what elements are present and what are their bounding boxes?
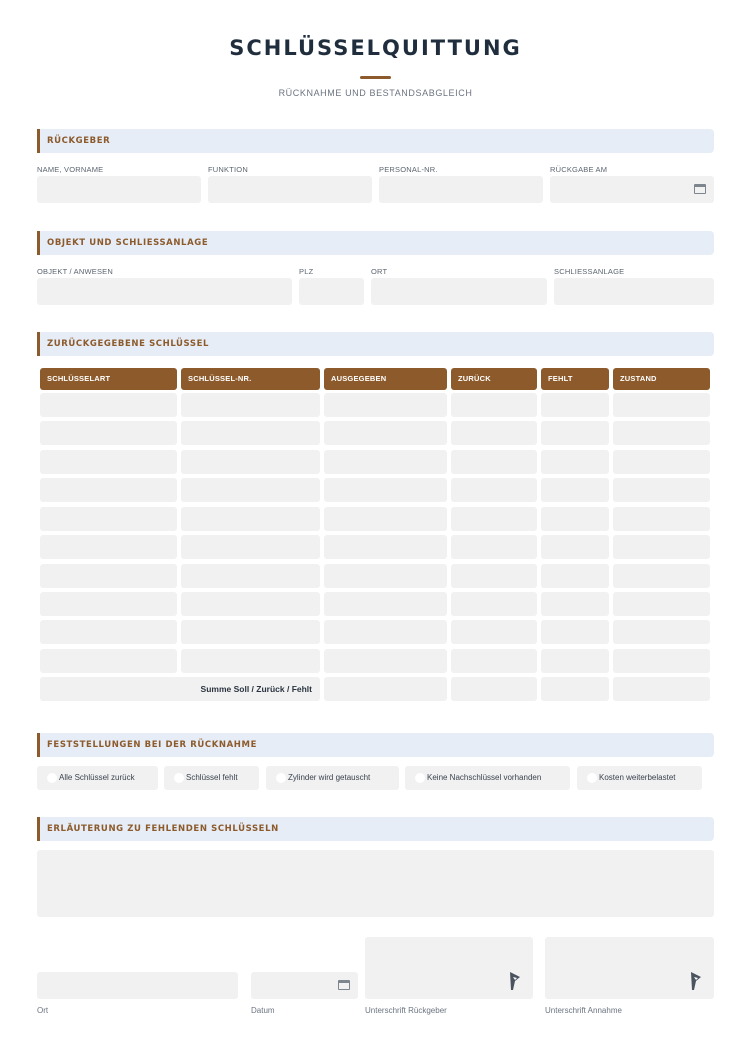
sum-zurueck-field[interactable]: [451, 677, 537, 701]
cell-schluesselart-field[interactable]: [40, 564, 177, 588]
cell-ausgegeben-field[interactable]: [324, 450, 447, 474]
cell-ausgegeben-field[interactable]: [324, 478, 447, 502]
cell-schluessel-nr-field[interactable]: [181, 421, 320, 445]
section-feststellungen: [37, 733, 714, 757]
cell-zurueck-field[interactable]: [451, 450, 537, 474]
cell-schluessel-nr-field[interactable]: [181, 620, 320, 644]
cell-ausgegeben-field[interactable]: [324, 507, 447, 531]
col-header-zurueck: ZURÜCK: [451, 368, 537, 390]
rueckgabe-am-field[interactable]: [550, 176, 714, 203]
cell-zustand-field[interactable]: [613, 620, 710, 644]
plz-label: PLZ: [299, 267, 314, 276]
schliessanlage-label: SCHLIESSANLAGE: [554, 267, 625, 276]
cell-schluessel-nr-field[interactable]: [181, 592, 320, 616]
funktion-field[interactable]: [208, 176, 372, 203]
erlaeuterung-textarea[interactable]: [37, 850, 714, 917]
objekt-label: OBJEKT / ANWESEN: [37, 267, 113, 276]
sum-ausgegeben-field[interactable]: [324, 677, 447, 701]
cell-zurueck-field[interactable]: [451, 393, 537, 417]
section-erlaeuterung: [37, 817, 714, 841]
cell-fehlt-field[interactable]: [541, 649, 609, 673]
ort-field[interactable]: [371, 278, 547, 305]
cell-zustand-field[interactable]: [613, 649, 710, 673]
cell-schluesselart-field[interactable]: [40, 592, 177, 616]
unterschrift-rueckgeber-label: Unterschrift Rückgeber: [365, 1006, 447, 1015]
page-subtitle: RÜCKNAHME UND BESTANDSABGLEICH: [278, 88, 473, 98]
col-header-ausgegeben: AUSGEGEBEN: [324, 368, 447, 390]
cell-schluesselart-field[interactable]: [40, 478, 177, 502]
radio-icon[interactable]: [47, 773, 57, 783]
cell-fehlt-field[interactable]: [541, 478, 609, 502]
pen-icon: [688, 969, 704, 993]
cell-ausgegeben-field[interactable]: [324, 620, 447, 644]
datum-field[interactable]: [251, 972, 358, 999]
section-schluessel-title: ZURÜCKGEGEBENE SCHLÜSSEL: [47, 339, 210, 349]
cell-schluesselart-field[interactable]: [40, 393, 177, 417]
schliessanlage-field[interactable]: [554, 278, 714, 305]
cell-ausgegeben-field[interactable]: [324, 535, 447, 559]
cell-ausgegeben-field[interactable]: [324, 592, 447, 616]
cell-fehlt-field[interactable]: [541, 450, 609, 474]
section-rueckgeber: [37, 129, 714, 153]
option-schluessel-fehlt[interactable]: Schlüssel fehlt: [164, 766, 259, 790]
cell-ausgegeben-field[interactable]: [324, 649, 447, 673]
datum-label: Datum: [251, 1006, 275, 1015]
calendar-icon[interactable]: [694, 184, 706, 194]
cell-schluesselart-field[interactable]: [40, 450, 177, 474]
cell-zustand-field[interactable]: [613, 450, 710, 474]
col-header-schluesselart: SCHLÜSSELART: [40, 368, 177, 390]
option-keine-nachschluessel[interactable]: Keine Nachschlüssel vorhanden: [405, 766, 570, 790]
cell-zurueck-field[interactable]: [451, 421, 537, 445]
col-header-schluessel-nr: SCHLÜSSEL-NR.: [181, 368, 320, 390]
cell-schluessel-nr-field[interactable]: [181, 393, 320, 417]
cell-ausgegeben-field[interactable]: [324, 421, 447, 445]
cell-schluessel-nr-field[interactable]: [181, 564, 320, 588]
section-objekt-title: OBJEKT UND SCHLIESSANLAGE: [47, 238, 209, 248]
cell-zustand-field[interactable]: [613, 564, 710, 588]
radio-icon[interactable]: [174, 773, 184, 783]
cell-zurueck-field[interactable]: [451, 564, 537, 588]
cell-ausgegeben-field[interactable]: [324, 393, 447, 417]
option-zylinder-getauscht[interactable]: Zylinder wird getauscht: [266, 766, 399, 790]
cell-fehlt-field[interactable]: [541, 507, 609, 531]
cell-zustand-field[interactable]: [613, 421, 710, 445]
radio-icon[interactable]: [415, 773, 425, 783]
calendar-icon[interactable]: [338, 980, 350, 990]
radio-icon[interactable]: [276, 773, 286, 783]
sum-label-cell: [40, 677, 320, 701]
cell-schluesselart-field[interactable]: [40, 535, 177, 559]
option-kosten-weiterbelastet[interactable]: Kosten weiterbelastet: [577, 766, 702, 790]
cell-fehlt-field[interactable]: [541, 393, 609, 417]
cell-fehlt-field[interactable]: [541, 564, 609, 588]
radio-icon[interactable]: [587, 773, 597, 783]
cell-zurueck-field[interactable]: [451, 649, 537, 673]
sum-fehlt-field[interactable]: [541, 677, 609, 701]
cell-schluesselart-field[interactable]: [40, 620, 177, 644]
cell-zustand-field[interactable]: [613, 393, 710, 417]
cell-fehlt-field[interactable]: [541, 421, 609, 445]
signature-annahme-box[interactable]: [545, 937, 714, 999]
name-field[interactable]: [37, 176, 201, 203]
ort-label: ORT: [371, 267, 388, 276]
section-objekt: [37, 231, 714, 255]
name-label: NAME, VORNAME: [37, 165, 104, 174]
cell-schluessel-nr-field[interactable]: [181, 507, 320, 531]
sum-label: Summe Soll / Zurück / Fehlt: [200, 684, 312, 694]
cell-schluessel-nr-field[interactable]: [181, 649, 320, 673]
ort-footer-label: Ort: [37, 1006, 49, 1015]
cell-schluesselart-field[interactable]: [40, 507, 177, 531]
sum-zustand-field[interactable]: [613, 677, 710, 701]
funktion-label: FUNKTION: [208, 165, 248, 174]
cell-zustand-field[interactable]: [613, 535, 710, 559]
cell-fehlt-field[interactable]: [541, 535, 609, 559]
cell-fehlt-field[interactable]: [541, 620, 609, 644]
cell-zurueck-field[interactable]: [451, 478, 537, 502]
pen-icon: [507, 969, 523, 993]
cell-zurueck-field[interactable]: [451, 507, 537, 531]
cell-zurueck-field[interactable]: [451, 535, 537, 559]
cell-schluessel-nr-field[interactable]: [181, 535, 320, 559]
cell-ausgegeben-field[interactable]: [324, 564, 447, 588]
personal-nr-field[interactable]: [379, 176, 543, 203]
cell-fehlt-field[interactable]: [541, 592, 609, 616]
col-header-zustand: ZUSTAND: [613, 368, 710, 390]
section-schluessel: [37, 332, 714, 356]
col-header-fehlt: FEHLT: [541, 368, 609, 390]
cell-schluesselart-field[interactable]: [40, 649, 177, 673]
plz-field[interactable]: [299, 278, 364, 305]
page-title: SCHLÜSSELQUITTUNG: [229, 36, 522, 60]
section-feststellungen-title: FESTSTELLUNGEN BEI DER RÜCKNAHME: [47, 740, 257, 750]
section-rueckgeber-title: RÜCKGEBER: [47, 136, 111, 146]
section-erlaeuterung-title: ERLÄUTERUNG ZU FEHLENDEN SCHLÜSSELN: [47, 824, 279, 834]
cell-zurueck-field[interactable]: [451, 620, 537, 644]
objekt-field[interactable]: [37, 278, 292, 305]
personal-nr-label: PERSONAL-NR.: [379, 165, 438, 174]
ort-footer-field[interactable]: [37, 972, 238, 999]
option-alle-zurueck[interactable]: Alle Schlüssel zurück: [37, 766, 158, 790]
cell-zustand-field[interactable]: [613, 507, 710, 531]
cell-zustand-field[interactable]: [613, 592, 710, 616]
cell-zurueck-field[interactable]: [451, 592, 537, 616]
cell-schluessel-nr-field[interactable]: [181, 450, 320, 474]
title-underline: [360, 76, 391, 79]
cell-schluessel-nr-field[interactable]: [181, 478, 320, 502]
cell-zustand-field[interactable]: [613, 478, 710, 502]
signature-rueckgeber-box[interactable]: [365, 937, 533, 999]
cell-schluesselart-field[interactable]: [40, 421, 177, 445]
unterschrift-annahme-label: Unterschrift Annahme: [545, 1006, 622, 1015]
rueckgabe-am-label: RÜCKGABE AM: [550, 165, 608, 174]
